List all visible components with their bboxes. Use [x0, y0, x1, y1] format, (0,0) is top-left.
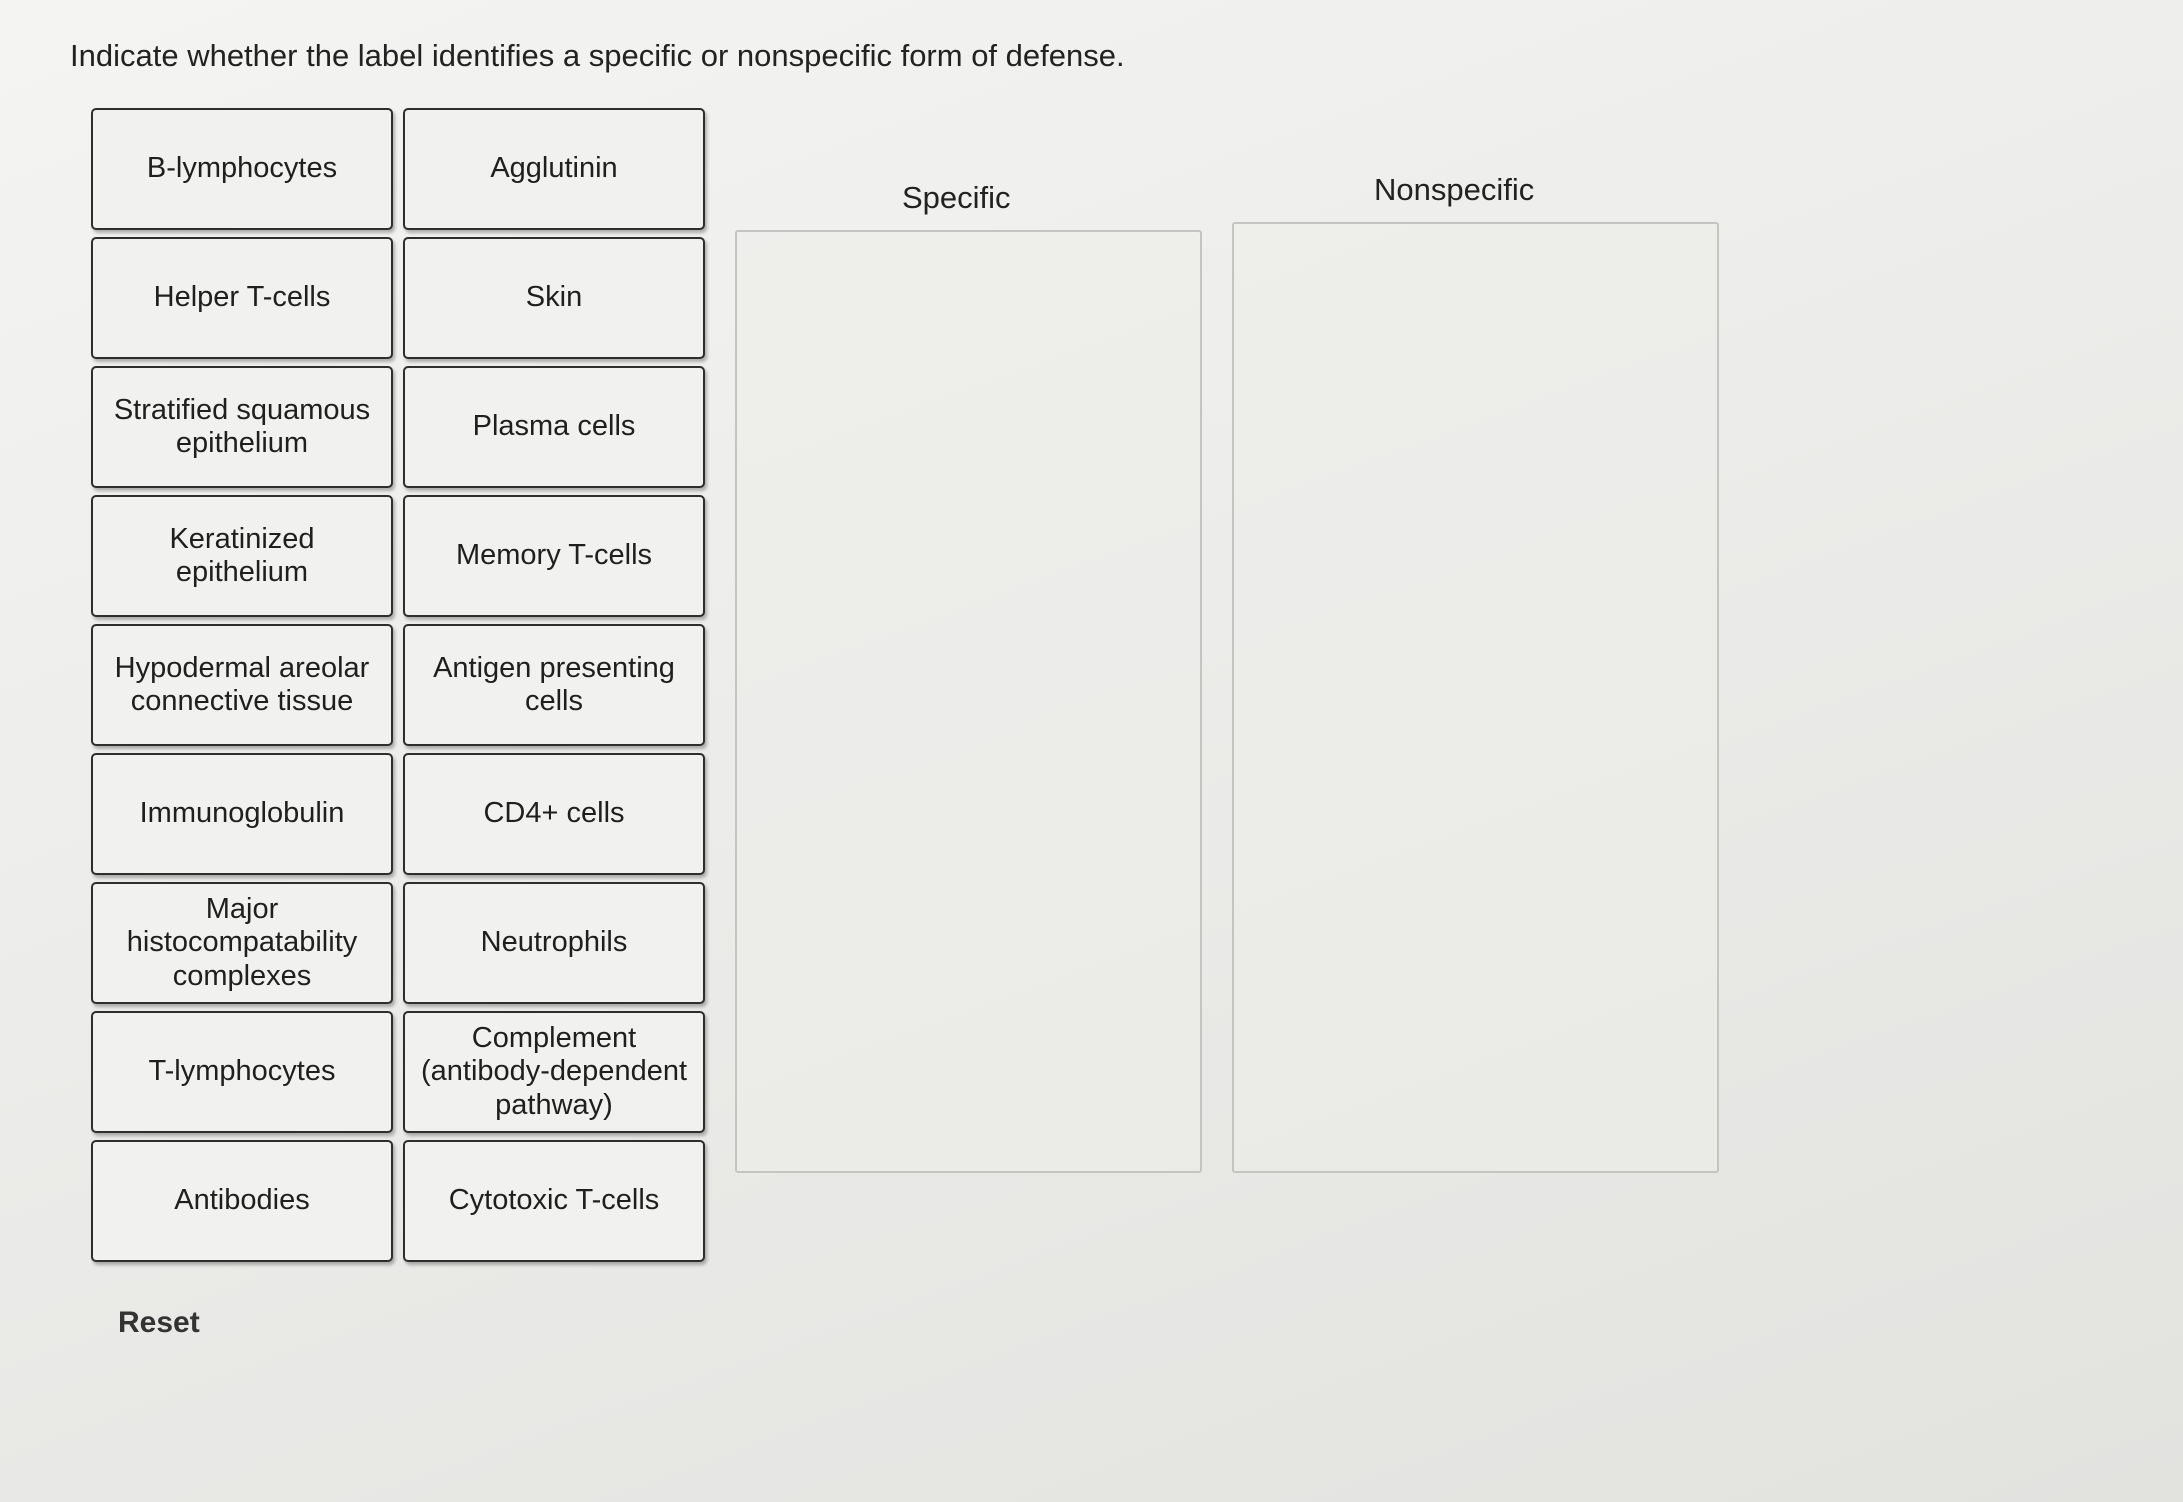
label-tile-antibodies[interactable]: Antibodies	[91, 1140, 393, 1262]
nonspecific-heading: Nonspecific	[1374, 172, 1535, 207]
label-tile-antigen-presenting-cells[interactable]: Antigen presenting cells	[403, 624, 705, 746]
label-tile-helper-t-cells[interactable]: Helper T-cells	[91, 237, 393, 359]
label-tile-b-lymphocytes[interactable]: B-lymphocytes	[91, 108, 393, 230]
label-tile-keratinized-epithelium[interactable]: Keratinized epithelium	[91, 495, 393, 617]
label-tile-memory-t-cells[interactable]: Memory T-cells	[403, 495, 705, 617]
instruction-text: Indicate whether the label identifies a specific or nonspecific form of defense.	[70, 38, 1125, 73]
label-tile-t-lymphocytes[interactable]: T-lymphocytes	[91, 1011, 393, 1133]
label-tile-skin[interactable]: Skin	[403, 237, 705, 359]
label-tile-stratified-squamous-epithelium[interactable]: Stratified squamous epithelium	[91, 366, 393, 488]
label-tile-plasma-cells[interactable]: Plasma cells	[403, 366, 705, 488]
label-bank	[91, 108, 707, 1262]
label-tile-cd4-cells[interactable]: CD4+ cells	[403, 753, 705, 875]
label-tile-major-histocompatability-complexes[interactable]: Major histocompatability complexes	[91, 882, 393, 1004]
label-tile-neutrophils[interactable]: Neutrophils	[403, 882, 705, 1004]
label-tile-cytotoxic-t-cells[interactable]: Cytotoxic T-cells	[403, 1140, 705, 1262]
specific-drop-zone[interactable]	[735, 230, 1202, 1173]
label-tile-agglutinin[interactable]: Agglutinin	[403, 108, 705, 230]
label-tile-complement[interactable]: Complement (antibody-dependent pathway)	[403, 1011, 705, 1133]
label-tile-hypodermal-areolar-connective-tissue[interactable]: Hypodermal areolar connective tissue	[91, 624, 393, 746]
label-tile-immunoglobulin[interactable]: Immunoglobulin	[91, 753, 393, 875]
nonspecific-drop-zone[interactable]	[1232, 222, 1719, 1173]
reset-button[interactable]: Reset	[118, 1306, 200, 1339]
specific-heading: Specific	[902, 180, 1011, 215]
